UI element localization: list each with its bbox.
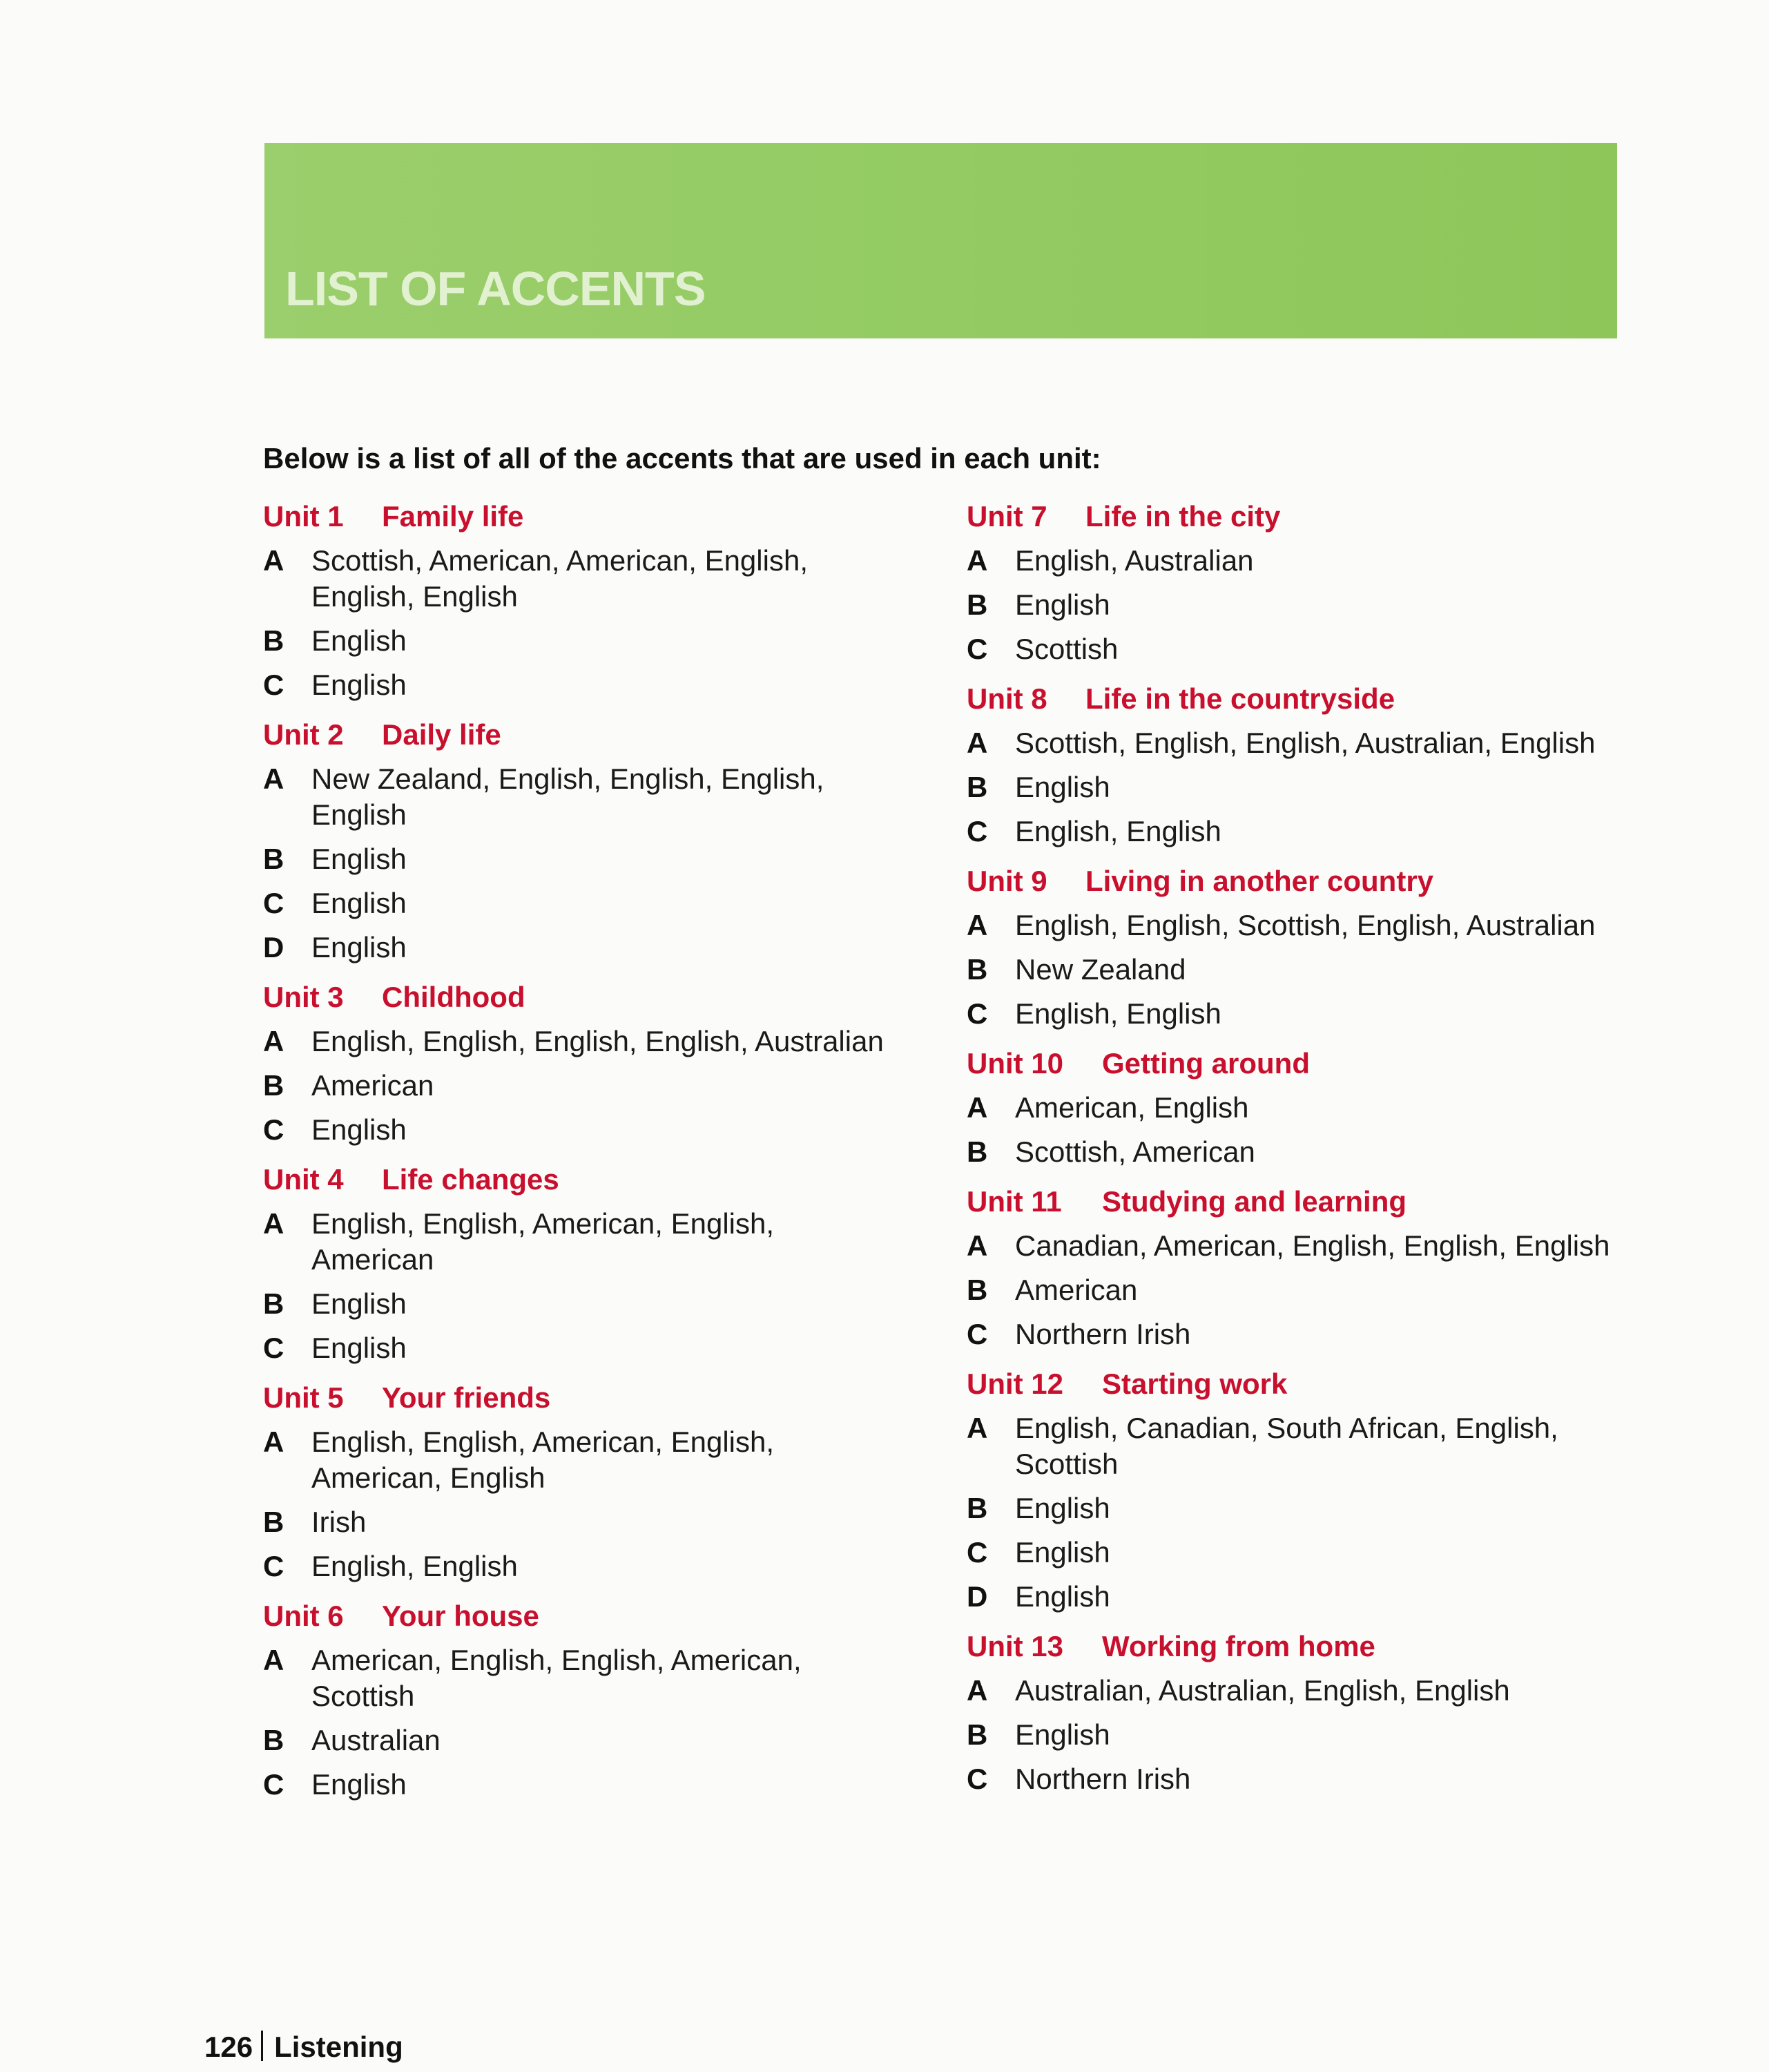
item-letter: D — [967, 1580, 988, 1613]
unit-section — [967, 1627, 1643, 1797]
accent-item — [967, 631, 1643, 667]
unit-number: Unit 2 — [263, 718, 344, 751]
item-letter: C — [263, 1113, 284, 1146]
item-accents: American, English — [1015, 1091, 1249, 1124]
item-accents: Australian, Australian, English, English — [1015, 1674, 1510, 1707]
accent-item — [967, 1761, 1643, 1797]
accent-item — [967, 1410, 1643, 1482]
unit-title: Daily life — [382, 718, 501, 751]
accent-item — [263, 1024, 884, 1059]
unit-section — [967, 1365, 1643, 1615]
item-accents: Northern Irish — [1015, 1763, 1191, 1795]
accent-item — [967, 1490, 1643, 1526]
item-accents: English — [311, 931, 407, 963]
accent-item — [967, 1579, 1643, 1615]
unit-number: Unit 3 — [263, 981, 344, 1013]
item-accents: English — [1015, 1536, 1110, 1569]
unit-section — [967, 680, 1643, 850]
item-accents: English — [311, 1768, 407, 1801]
item-accents: Scottish, English, English, Australian, English — [1015, 727, 1596, 759]
accent-item — [967, 725, 1643, 761]
item-letter: B — [263, 1724, 284, 1756]
accent-item — [967, 996, 1643, 1032]
accent-item — [967, 1316, 1643, 1352]
item-letter: A — [263, 762, 284, 795]
item-letter: A — [967, 1229, 988, 1262]
accent-item — [967, 908, 1643, 943]
item-accents: English — [311, 1287, 407, 1320]
item-accents: English, English, American, English, American, English — [311, 1426, 775, 1494]
unit-section — [967, 1182, 1643, 1352]
accent-item — [263, 1424, 884, 1496]
item-accents: New Zealand, English, English, English, English — [311, 762, 824, 831]
unit-heading — [967, 497, 1643, 536]
item-letter: C — [263, 887, 284, 919]
unit-number: Unit 9 — [967, 865, 1047, 897]
item-letter: C — [967, 1536, 988, 1569]
unit-title: Your friends — [382, 1381, 551, 1414]
unit-title: Your house — [382, 1600, 539, 1632]
item-accents: English — [311, 887, 407, 919]
unit-heading — [967, 862, 1643, 901]
accent-item — [967, 1717, 1643, 1753]
unit-number: Unit 6 — [263, 1600, 344, 1632]
item-letter: B — [967, 1718, 988, 1751]
unit-section — [967, 1044, 1643, 1170]
accent-item — [263, 543, 884, 615]
item-accents: English — [1015, 588, 1110, 621]
item-letter: B — [967, 1492, 988, 1524]
unit-heading — [263, 978, 884, 1017]
unit-heading — [263, 716, 884, 754]
accent-item — [263, 761, 884, 833]
item-letter: A — [263, 1207, 284, 1240]
item-accents: English, English — [1015, 997, 1221, 1030]
item-accents: Irish — [311, 1506, 367, 1538]
accent-item — [967, 543, 1643, 579]
accent-item — [967, 1134, 1643, 1170]
unit-heading — [967, 1044, 1643, 1083]
item-accents: English — [311, 1113, 407, 1146]
accent-item — [263, 841, 884, 877]
unit-heading — [263, 1379, 884, 1417]
item-accents: English, English — [311, 1550, 518, 1582]
page-footer — [204, 2031, 403, 2064]
item-accents: English, English, American, English, American — [311, 1207, 775, 1276]
unit-heading — [967, 1182, 1643, 1221]
item-accents: English — [1015, 1718, 1110, 1751]
unit-title: Family life — [382, 500, 524, 533]
item-letter: D — [263, 931, 284, 963]
item-letter: A — [967, 1412, 988, 1444]
item-accents: American — [1015, 1274, 1138, 1306]
accent-item — [263, 885, 884, 921]
unit-title: Life in the city — [1085, 500, 1281, 533]
accent-item — [263, 1548, 884, 1584]
item-accents: English, Australian — [1015, 544, 1254, 577]
page-number: 126 — [204, 2031, 253, 2063]
unit-title: Starting work — [1102, 1368, 1288, 1400]
section-name: Listening — [274, 2031, 403, 2063]
unit-heading — [263, 1160, 884, 1199]
accent-item — [263, 1767, 884, 1803]
accent-item — [263, 667, 884, 703]
accent-item — [967, 1535, 1643, 1571]
accent-item — [263, 1330, 884, 1366]
item-letter: A — [967, 1674, 988, 1707]
unit-title: Childhood — [382, 981, 525, 1013]
accent-item — [263, 930, 884, 966]
unit-number: Unit 7 — [967, 500, 1047, 533]
item-accents: English, English, Scottish, English, Australian — [1015, 909, 1596, 941]
item-accents: English, English — [1015, 815, 1221, 847]
item-letter: C — [967, 633, 988, 665]
accent-item — [263, 623, 884, 659]
item-letter: B — [967, 771, 988, 803]
unit-number: Unit 10 — [967, 1047, 1064, 1080]
item-accents: English — [1015, 771, 1110, 803]
item-letter: C — [967, 815, 988, 847]
item-accents: English — [311, 624, 407, 657]
unit-number: Unit 1 — [263, 500, 344, 533]
accent-item — [967, 1228, 1643, 1264]
item-letter: A — [263, 1025, 284, 1057]
item-letter: B — [263, 843, 284, 875]
unit-heading — [263, 497, 884, 536]
accent-item — [967, 1272, 1643, 1308]
accent-item — [967, 952, 1643, 988]
page-banner — [264, 143, 1617, 338]
item-letter: C — [967, 1763, 988, 1795]
unit-number: Unit 5 — [263, 1381, 344, 1414]
item-accents: Northern Irish — [1015, 1318, 1191, 1350]
item-accents: English — [311, 843, 407, 875]
item-letter: C — [263, 669, 284, 701]
unit-heading — [967, 1365, 1643, 1403]
accent-item — [967, 587, 1643, 623]
item-accents: Scottish, American — [1015, 1135, 1255, 1168]
accent-item — [263, 1723, 884, 1758]
item-accents: American, English, English, American, Scottish — [311, 1644, 802, 1712]
unit-section — [263, 1379, 884, 1584]
unit-title: Life changes — [382, 1163, 559, 1196]
item-letter: B — [263, 1506, 284, 1538]
unit-section — [967, 862, 1643, 1032]
item-letter: A — [263, 1644, 284, 1676]
footer-divider — [261, 2031, 263, 2061]
item-letter: C — [967, 997, 988, 1030]
item-letter: B — [263, 624, 284, 657]
item-accents: English — [1015, 1580, 1110, 1613]
unit-heading — [967, 1627, 1643, 1666]
item-letter: A — [967, 1091, 988, 1124]
item-letter: A — [263, 544, 284, 577]
accent-item — [263, 1206, 884, 1278]
item-letter: B — [263, 1069, 284, 1102]
unit-title: Studying and learning — [1102, 1185, 1407, 1218]
item-accents: New Zealand — [1015, 953, 1186, 986]
unit-heading — [263, 1597, 884, 1635]
item-accents: Scottish — [1015, 633, 1119, 665]
accent-item — [263, 1112, 884, 1148]
item-accents: English — [311, 1332, 407, 1364]
unit-number: Unit 8 — [967, 682, 1047, 715]
accent-item — [967, 769, 1643, 805]
unit-title: Working from home — [1102, 1630, 1375, 1662]
item-letter: A — [967, 909, 988, 941]
item-accents: Australian — [311, 1724, 441, 1756]
accent-item — [263, 1286, 884, 1322]
item-accents: English — [1015, 1492, 1110, 1524]
left-column — [263, 497, 884, 1815]
item-letter: C — [263, 1550, 284, 1582]
item-letter: B — [967, 953, 988, 986]
item-letter: B — [967, 1274, 988, 1306]
item-accents: Scottish, American, American, English, English, English — [311, 544, 808, 613]
right-column — [967, 497, 1643, 1810]
unit-section — [263, 1597, 884, 1803]
unit-section — [263, 716, 884, 966]
item-letter: C — [263, 1768, 284, 1801]
item-accents: English, English, English, English, Australian — [311, 1025, 884, 1057]
item-letter: B — [967, 1135, 988, 1168]
item-letter: A — [263, 1426, 284, 1458]
unit-number: Unit 12 — [967, 1368, 1064, 1400]
unit-heading — [967, 680, 1643, 718]
intro-text: Below is a list of all of the accents that are used in each unit: — [263, 442, 1101, 474]
item-letter: C — [263, 1332, 284, 1364]
unit-section — [263, 497, 884, 703]
unit-title: Living in another country — [1085, 865, 1434, 897]
unit-section — [263, 978, 884, 1148]
unit-title: Life in the countryside — [1085, 682, 1395, 715]
accent-item — [263, 1068, 884, 1104]
unit-section — [263, 1160, 884, 1366]
accent-item — [263, 1642, 884, 1714]
item-letter: A — [967, 727, 988, 759]
item-letter: B — [967, 588, 988, 621]
item-letter: C — [967, 1318, 988, 1350]
unit-title: Getting around — [1102, 1047, 1310, 1080]
item-accents: English — [311, 669, 407, 701]
accent-item — [263, 1504, 884, 1540]
unit-section — [967, 497, 1643, 667]
item-accents: American — [311, 1069, 434, 1102]
item-letter: B — [263, 1287, 284, 1320]
accent-item — [967, 1090, 1643, 1126]
unit-number: Unit 4 — [263, 1163, 344, 1196]
accent-item — [967, 1673, 1643, 1709]
item-accents: Canadian, American, English, English, English — [1015, 1229, 1610, 1262]
item-accents: English, Canadian, South African, English, Scottish — [1015, 1412, 1558, 1480]
page-title: LIST OF ACCENTS — [285, 262, 706, 316]
item-letter: A — [967, 544, 988, 577]
unit-number: Unit 13 — [967, 1630, 1064, 1662]
accent-item — [967, 814, 1643, 850]
unit-number: Unit 11 — [967, 1185, 1062, 1218]
